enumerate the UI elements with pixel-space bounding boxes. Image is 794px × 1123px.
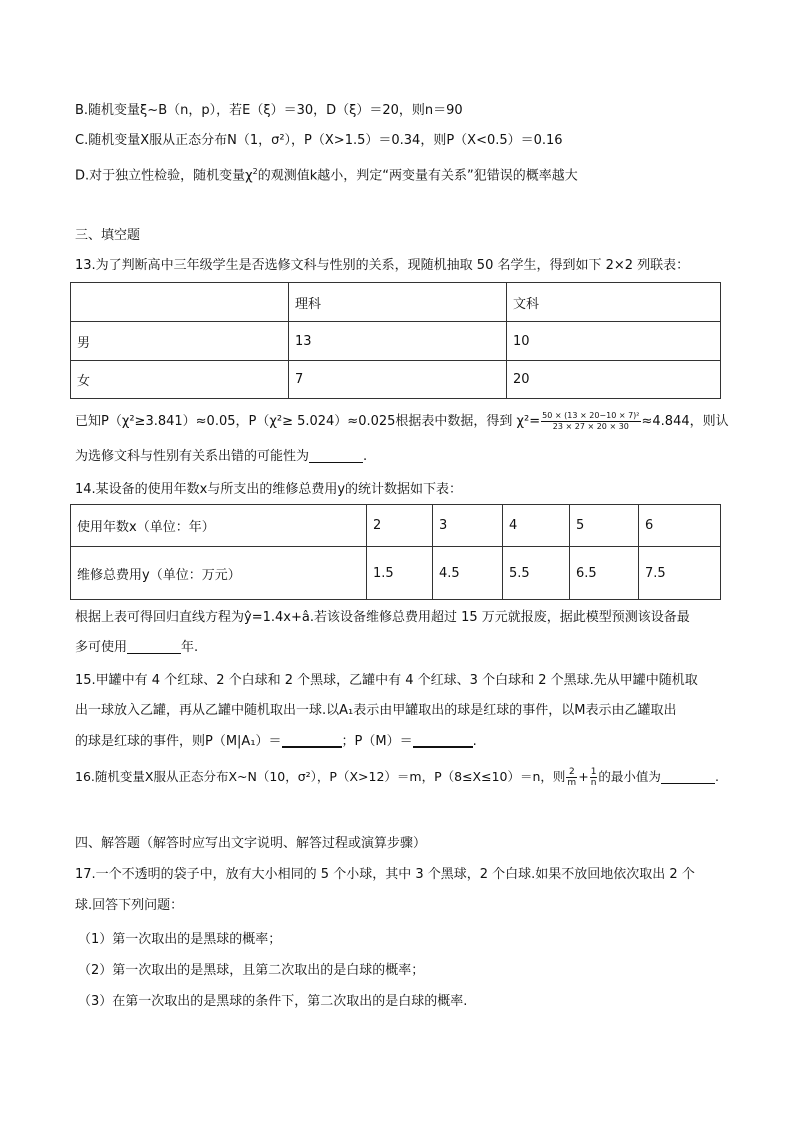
table-cell: 6.5 (570, 547, 639, 600)
q14-table (70, 504, 721, 600)
table-cell: 理科 (289, 283, 507, 322)
table-cell: 4.5 (433, 547, 503, 600)
q13-table (70, 282, 721, 399)
option-b: B.随机变量ξ~B（n，p），若E（ξ）＝30，D（ξ）＝20，则n＝90 (75, 103, 463, 118)
table-row (71, 361, 721, 399)
fraction-2-over-m (566, 767, 577, 788)
table-cell: 7 (289, 361, 507, 399)
q15-line1: 15.甲罐中有 4 个红球、2 个白球和 2 个黑球，乙罐中有 4 个红球、3 个白球和 2 个黑球.先从甲罐中随机取 (75, 673, 698, 688)
table-row (71, 547, 721, 600)
table-row (71, 283, 721, 322)
q17-line2: 球.回答下列问题： (75, 898, 184, 913)
table-cell: 5 (570, 505, 639, 547)
table-cell: 5.5 (503, 547, 570, 600)
table-row (71, 322, 721, 361)
option-d (75, 162, 578, 186)
q16 (75, 767, 719, 788)
fraction-1-over-n (590, 767, 598, 788)
fraction-numerator: 2 (566, 767, 577, 778)
plus-sign: + (578, 769, 589, 784)
q15-line3 (75, 732, 477, 752)
option-c: C.随机变量X服从正态分布N（1，σ²），P（X>1.5）＝0.34，则P（X<0.5）＝0.16 (75, 133, 563, 148)
table-cell (71, 283, 289, 322)
table-row (71, 505, 721, 547)
q14-line2-post: 年. (181, 640, 199, 655)
q13-line2-end: . (363, 449, 368, 464)
table-cell: 6 (639, 505, 721, 547)
table-cell: 男 (71, 322, 289, 361)
q14-line1: 根据上表可得回归直线方程为ŷ=1.4x+â.若该设备维修总费用超过 15 万元就报废，据此模型预测该设备最 (75, 610, 690, 625)
section-3-title: 三、填空题 (75, 228, 141, 243)
q13-line2 (75, 447, 367, 467)
q15-line3-b: ；P（M）＝ (341, 734, 413, 749)
fraction-numerator: 50 × (13 × 20−10 × 7)² (542, 411, 640, 420)
q15-line3-a: 的球是红球的事件，则P（M|A₁）＝ (75, 734, 282, 749)
table-cell: 4 (503, 505, 570, 547)
q13-line2-text: 为选修文科与性别有关系出错的可能性为 (75, 449, 310, 464)
answer-blank[interactable] (413, 732, 473, 748)
fraction-numerator: 1 (590, 767, 597, 777)
q14-line2 (75, 638, 198, 658)
q17-line1: 17.一个不透明的袋子中，放有大小相同的 5 个小球，其中 3 个黑球，2 个白球.如果不放回地依次取出 2 个 (75, 867, 695, 882)
fraction-denominator: n (590, 778, 597, 788)
table-cell: 文科 (507, 283, 721, 322)
q15-line2: 出一球放入乙罐，再从乙罐中随机取出一球.以A₁表示由甲罐取出的球是红球的事件，以M表示由乙罐取出 (75, 703, 677, 718)
q16-post: 的最小值为 (598, 769, 661, 784)
table-cell: 维修总费用y（单位：万元） (71, 547, 367, 600)
option-d-text-a: D.对于独立性检验，随机变量χ (75, 168, 253, 184)
table-cell: 女 (71, 361, 289, 399)
table-cell: 2 (367, 505, 433, 547)
q14-line2-pre: 多可使用 (75, 640, 128, 655)
table-cell: 7.5 (639, 547, 721, 600)
answer-blank[interactable] (127, 639, 181, 654)
option-d-text-b: 的观测值k越小，判定“两变量有关系”犯错误的概率越大 (257, 168, 578, 184)
q17-part1: （1）第一次取出的是黑球的概率； (78, 932, 282, 947)
q16-end: . (714, 769, 719, 784)
fraction-denominator: m (567, 778, 577, 788)
answer-blank[interactable] (661, 769, 715, 784)
q14-stem: 14.某设备的使用年数x与所支出的维修总费用y的统计数据如下表： (75, 482, 463, 497)
q13-stem: 13.为了判断高中三年级学生是否选修文科与性别的关系，现随机抽取 50 名学生，得到如下 2×2 列联表： (75, 258, 690, 273)
answer-blank[interactable] (309, 448, 363, 463)
q16-pre: 16.随机变量X服从正态分布X~N（10，σ²），P（X>12）＝m，P（8≤X≤10）＝n，则 (75, 769, 566, 784)
q13-known-pre: 已知P（χ²≥3.841）≈0.05，P（χ²≥ 5.024）≈0.025根据表中数据，得到 χ²= (75, 414, 541, 429)
table-cell: 10 (507, 322, 721, 361)
q15-line3-c: . (472, 734, 477, 749)
q17-part2: （2）第一次取出的是黑球，且第二次取出的是白球的概率； (78, 963, 425, 978)
table-cell: 使用年数x（单位：年） (71, 505, 367, 547)
answer-blank[interactable] (282, 732, 342, 748)
table-cell: 1.5 (367, 547, 433, 600)
chi-square-fraction (541, 411, 640, 432)
section-4-title: 四、解答题（解答时应写出文字说明、解答过程或演算步骤） (75, 836, 427, 851)
q13-known-post: ≈4.844，则认 (641, 414, 729, 429)
q13-known (75, 411, 729, 432)
q17-part3: （3）在第一次取出的是黑球的条件下，第二次取出的是白球的概率. (78, 994, 468, 1009)
table-cell: 13 (289, 322, 507, 361)
option-d-sup: 2 (252, 167, 258, 176)
table-cell: 3 (433, 505, 503, 547)
table-cell: 20 (507, 361, 721, 399)
fraction-denominator: 23 × 27 × 20 × 30 (552, 422, 629, 431)
